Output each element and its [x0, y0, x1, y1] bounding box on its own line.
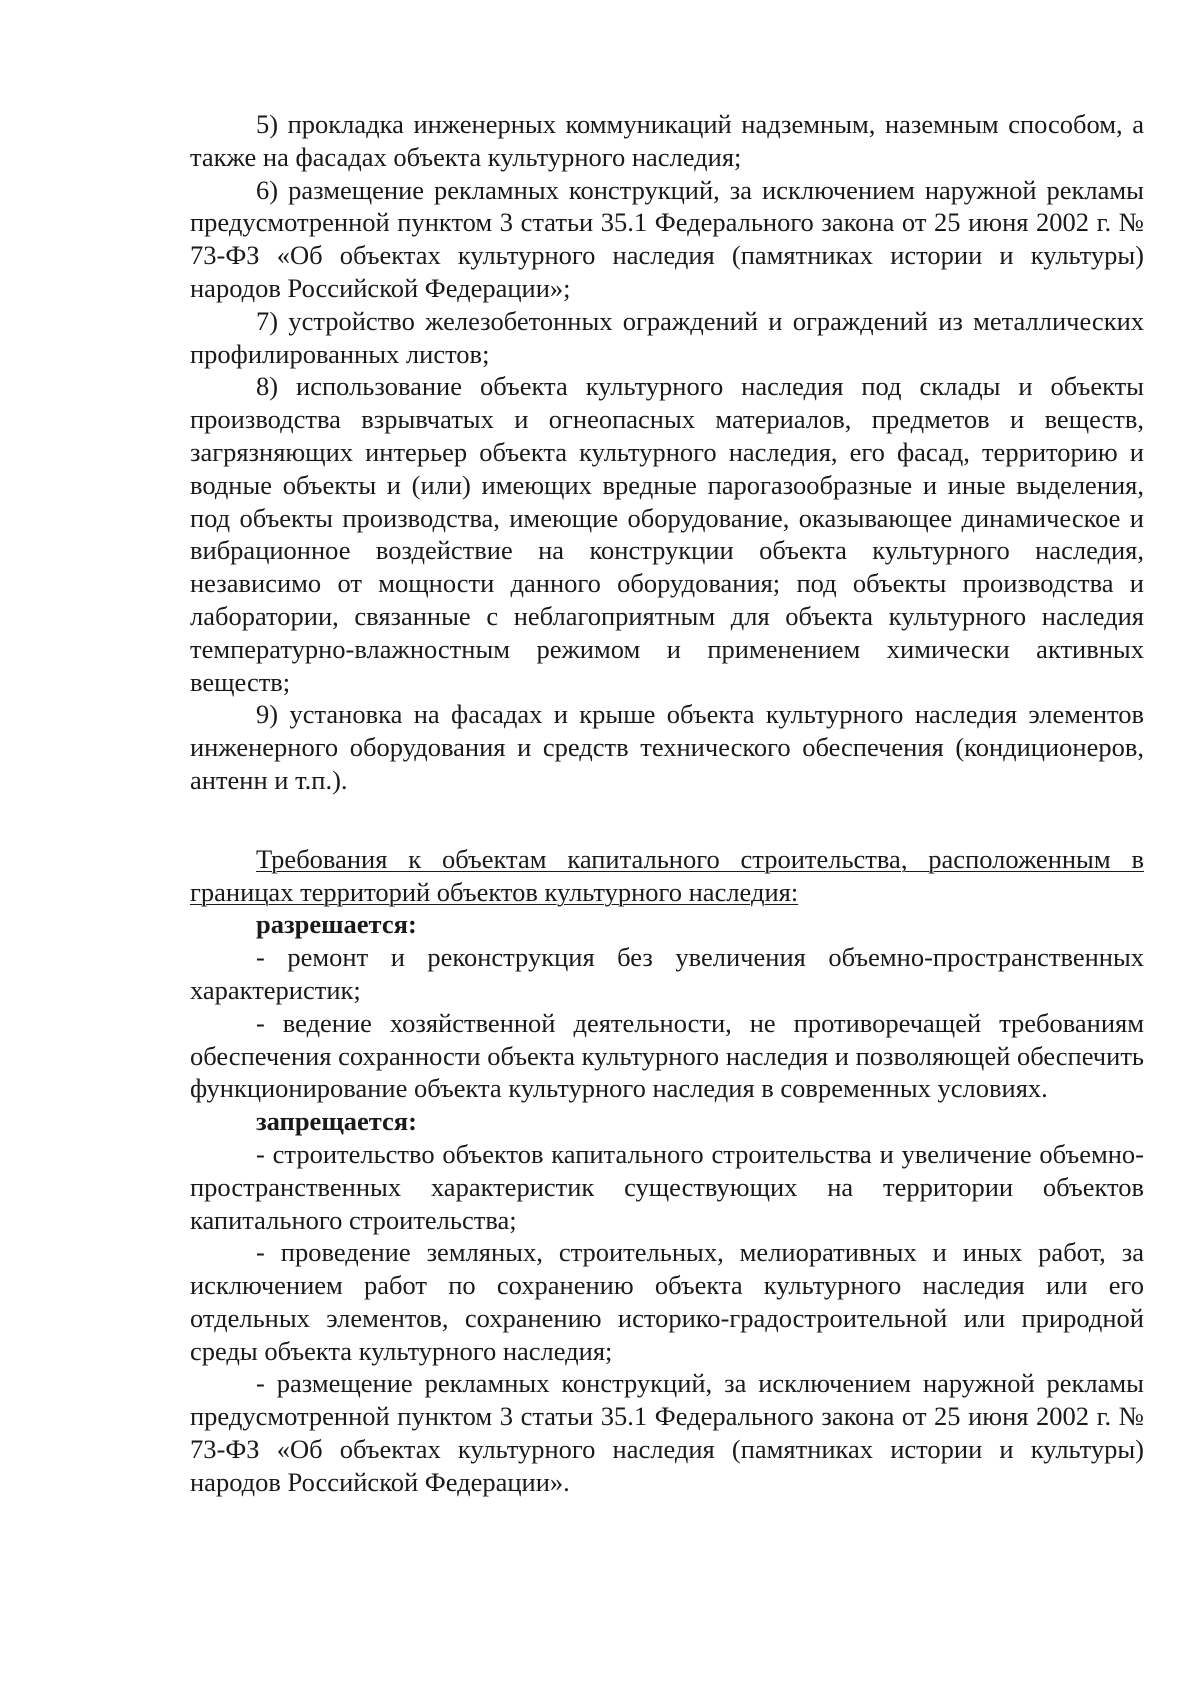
allowed-label: разрешается: [256, 909, 417, 940]
document-body [190, 108, 1144, 1499]
allowed-item: - ремонт и реконструкция без увеличения объемно-пространственных характеристик; [190, 942, 1144, 1005]
restriction-item-8: 8) использование объекта культурного наследия под склады и объекты производства взрывчатых и огнеопасных материалов, предметов и веществ, загрязняющих интерьер объекта культурного наследия, его фасад, территорию и водные объекты и (или) имеющих вредные парогазообразные и иные выделения, под объекты производства, имеющие оборудование, оказывающее динамическое и вибрационное воздействие на конструкции объекта культурного наследия, независимо от мощности данного оборудования; под объекты производства и лаборатории, связанные с неблагоприятным для объекта культурного наследия температурно-влажностным режимом и применением химически активных веществ; [190, 371, 1144, 697]
allowed-item: - ведение хозяйственной деятельности, не противоречащей требованиям обеспечения сохранности объекта культурного наследия и позволяющей обеспечить функционирование объекта культурного наследия в современных условиях. [190, 1007, 1144, 1104]
forbidden-item: - проведение земляных, строительных, мелиоративных и иных работ, за исключением работ по сохранению объекта культурного наследия или его отдельных элементов, сохранению историко-градостроительной или природной среды объекта культурного наследия; [190, 1237, 1144, 1366]
restriction-item-9: 9) установка на фасадах и крыше объекта культурного наследия элементов инженерного оборудования и средств технического обеспечения (кондиционеров, антенн и т.п.). [190, 699, 1144, 795]
section-heading: Требования к объектам капитального строительства, расположенным в границах территорий объектов культурного наследия: [190, 843, 1144, 907]
forbidden-item: - размещение рекламных конструкций, за исключением наружной рекламы предусмотренной пунктом 3 статьи 35.1 Федерального закона от 25 июня 2002 г. № 73-ФЗ «Об объектах культурного наследия (памятниках истории и культуры) народов Российской Федерации». [190, 1368, 1144, 1497]
restriction-item-5: 5) прокладка инженерных коммуникаций надземным, наземным способом, а также на фасадах объекта культурного наследия; [190, 109, 1144, 172]
restriction-item-7: 7) устройство железобетонных ограждений и ограждений из металлических профилированных листов; [190, 305, 1144, 369]
restriction-item-6: 6) размещение рекламных конструкций, за исключением наружной рекламы предусмотренной пунктом 3 статьи 35.1 Федерального закона от 25 июня 2002 г. № 73-ФЗ «Об объектах культурного наследия (памятниках истории и культуры) народов Российской Федерации»; [190, 174, 1144, 303]
forbidden-label: запрещается: [256, 1106, 417, 1137]
forbidden-item: - строительство объектов капитального строительства и увеличение объемно-пространственных характеристик существующих на территории объектов капитального строительства; [190, 1138, 1144, 1235]
section-spacer [190, 797, 1144, 843]
